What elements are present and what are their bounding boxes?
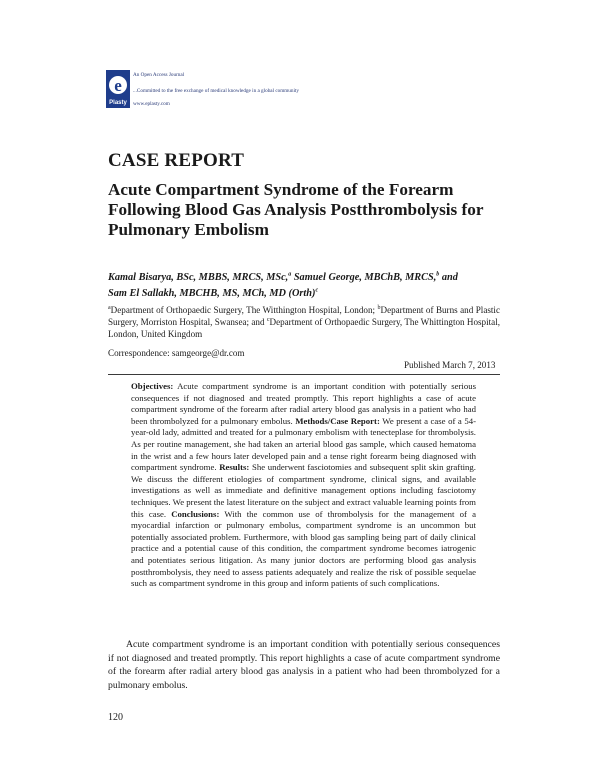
abstract-label-objectives: Objectives: (131, 381, 174, 391)
abstract-label-conclusions: Conclusions: (171, 508, 220, 519)
correspondence[interactable]: Correspondence: samgeorge@dr.com (108, 348, 245, 358)
abstract-label-results: Results: (219, 462, 250, 473)
affiliation-mark: b (377, 304, 381, 311)
page-number: 120 (108, 712, 123, 723)
logo-word: Plasty (109, 100, 127, 106)
eplasty-logo (106, 70, 130, 108)
author-list (108, 270, 498, 302)
logo-letter: e (114, 76, 122, 95)
author-affiliation-mark: b (436, 271, 440, 278)
section-heading: CASE REPORT (108, 150, 245, 171)
article-title (108, 180, 508, 240)
abstract-text-results: She underwent fasciotomies and subsequent split skin grafting. We discuss the different etiologies of compartment syndrome, clinical signs, and available investigations as well as immediate and definitive management options including fasciotomy techniques. We present the latest literature on the subject and extract valuable learning points from this case. (131, 462, 476, 519)
affiliation-text: Department of Burns and Plastic Surgery, Morriston Hospital, Swansea; and (108, 305, 500, 328)
author-name: Sam El Sallakh, MBCHB, MS, MCh, MD (Orth) (108, 288, 316, 299)
intro-paragraph: Acute compartment syndrome is an important condition with potentially serious consequences if not diagnosed and treated promptly. This report highlights a case of acute compartment syndrome of the forearm after radial artery blood gas analysis in a patient who had been thrombolyzed for a pulmonary embolus. (108, 639, 500, 691)
author-affiliation-mark: a (288, 271, 292, 278)
author-name: Kamal Bisarya, BSc, MBBS, MRCS, MSc, (108, 272, 289, 283)
abstract-text-methods: We present a case of a 54-year-old lady, admitted and treated for a pulmonary embolism with tenecteplase for thrombolysis. As per routine management, she had taken an arterial blood gas sample, which caused hematoma in the wrist and a few hours later developed pain and a tense right forearm being diagnosed with compartment syndrome. (131, 415, 477, 473)
abstract-text-objectives: Acute compartment syndrome is an important condition with potentially serious consequences if not diagnosed and treated promptly. This report highlights a case of acute compartment syndrome of the forearm after radial artery blood gas analysis in a patient who had been thrombolyzed for a pulmonary embolus. (131, 381, 476, 426)
title-line: Pulmonary Embolism (108, 220, 269, 239)
affiliation-text: Department of Orthopaedic Surgery, The Witthington Hospital, London; (110, 305, 378, 315)
abstract-label-methods: Methods/Case Report: (295, 415, 380, 426)
author-conjunction: and (439, 272, 458, 283)
abstract-text-conclusions: With the common use of thrombolysis for the management of a myocardial infarction or pulmonary embolus, compartment syndrome is an uncommon but potentially associated problem. Furthermore, with blood gas sampling being part of daily clinical practice and a potential cause of this condition, the compartment syndrome becomes iatrogenic and potentiates serious litigation. As many junior doctors are performing blood gas analysis postthrombolysis, they need to assess patients adequately and realize the risk of possible sequelae such as compartment syndrome in this group and inform patients of such complications. (131, 508, 476, 589)
journal-tagline: ...Committed to the free exchange of medical knowledge in a global community (133, 88, 299, 94)
affiliation-mark: a (108, 304, 111, 311)
divider (108, 374, 500, 375)
author-name: Samuel George, MBChB, MRCS, (291, 272, 437, 283)
title-line: Acute Compartment Syndrome of the Forearm (108, 180, 454, 199)
journal-url[interactable]: www.eplasty.com (133, 101, 170, 107)
published-date: Published March 7, 2013 (404, 360, 496, 370)
affiliation-text: Department of Orthopaedic Surgery, The Whittington Hospital, London, United Kingdom (108, 317, 500, 340)
affiliation-mark: c (266, 317, 270, 324)
journal-type: An Open Access Journal (133, 72, 185, 78)
title-line: Following Blood Gas Analysis Postthrombolysis for (108, 200, 484, 219)
abstract (131, 381, 476, 590)
affiliations (108, 304, 500, 341)
author-affiliation-mark: c (315, 287, 319, 294)
